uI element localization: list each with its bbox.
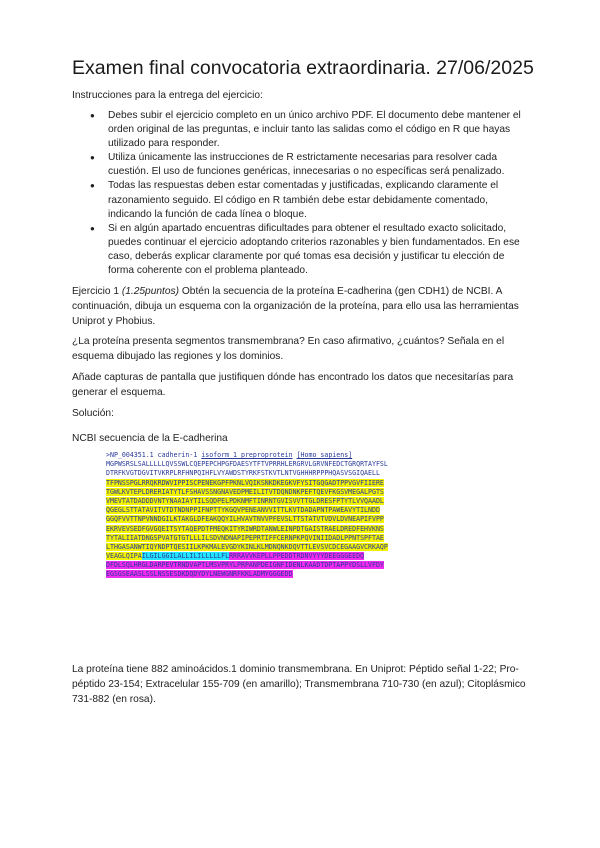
list-item: ● Si en algún apartado encuentras dificultades para obtener el resultado exacto solicitado, puedes continuar el ejercicio adoptando criterios razonables y bien fundamentados. En ese caso, deberás explicar claramente por qué tomas esa decisión y justificar tu elección de forma coherente con el problema planteado.: [90, 222, 530, 278]
instructions-list: [90, 109, 530, 278]
ncbi-label: NCBI secuencia de la E-cadherina: [72, 433, 228, 444]
extracellular-segment: VMEVTATDADDDVNTYNAAIAYTILSQDPELPDKNMFTINRNTGVISVVTTGLDRESFPTYTLVVQAADL: [106, 496, 384, 505]
extracellular-segment: LTHGASANWTIQYNDPTQESIILKPKMALEVGDYKINLKLMDNQNKDQVTTLEVSVCDCEGAAGVCRKAQP: [106, 542, 388, 551]
fasta-header-link: isoform 1 preproprotein: [201, 451, 293, 459]
sequence-line: [106, 488, 466, 497]
result-paragraph: La proteína tiene 882 aminoácidos.1 dominio transmembrana. En Uniprot: Péptido señal 1-22; Pro-péptido 23-154; Extracelular 155-709 (en amarillo); Transmembrana 710-730 (en azul); Citoplásmico 731-882 (en rosa).: [72, 664, 526, 705]
question-transmembrane: ¿La proteína presenta segmentos transmembrana? En caso afirmativo, ¿cuántos? Señala en el esquema dibujado las regiones y los dominios.: [72, 336, 505, 362]
extracellular-segment: TGWLKVTEPLDRERIATYTLFSHAVSSNGNAVEDPMEILITVTDQNDNKPEFTQEVFKGSVMEGALPGTS: [106, 487, 384, 496]
extracellular-segment: QGEGLSTTATAVITVTDTNDNPPIFNPTTYKGQVPENEANVVITTLKVTDADAPNTPAWEAVYTILNDD: [106, 506, 380, 515]
sequence-line: [106, 561, 466, 570]
cytoplasmic-segment: EGSGSEAASLSSLNSSESDKDQDYDYLNEWGNRFKKLADMYGGGEDD: [106, 570, 293, 579]
sequence-line: [106, 460, 466, 469]
sequence-line: [106, 543, 466, 552]
exercise-label: Ejercicio 1: [72, 286, 122, 297]
solution-label: Solución:: [72, 408, 114, 419]
transmembrane-segment: ILGILGGILALLILILLLLLFL: [141, 552, 230, 561]
sequence-line: [106, 497, 466, 506]
question-screenshots: Añade capturas de pantalla que justifiquen dónde has encontrado los datos que necesitarías para generar el esquema.: [72, 372, 514, 398]
sequence-line: [106, 552, 466, 561]
extracellular-segment: TFPNSSPGLRRQKRDWVIPPISCPENEKGPFPKNLVQIKSNKDKEGKVFYSITGQGADTPPVGVFIIERE: [106, 478, 384, 487]
extracellular-segment: EKRVEVSEDFGVGQEITSYTAQEPDTFMEQKITYRIWRDTANWLEINPDTGAISTRAELDREDFEHVKNS: [106, 524, 384, 533]
extracellular-segment: GGQFVVTTNPVNNDGILKTAKGLDFEAKQQYILHVAVTNVVPFEVSLTTSTATVTVDVLDVNEAPIFVPP: [106, 515, 384, 524]
exercise-text: Obtén la secuencia de la proteína E-cadherina (gen CDH1) de NCBI. A continuación, dibuja un esquema con la organización de la proteína, para ello usa las herramientas Uniprot y Phobius.: [72, 286, 519, 327]
list-item: ● Todas las respuestas deben estar comentadas y justificadas, explicando claramente el razonamiento seguido. El código en R también debe estar debidamente comentado, indicando la función de cada línea o bloque.: [90, 179, 530, 221]
fasta-header: >NP_004351.1 cadherin-1 isoform 1 preproprotein [Homo sapiens]: [106, 451, 353, 459]
sequence-segment: DTRFKVGTDGVITVKRPLRFHNPQIHFLVYAWDSTYRKFSTKVTLNTVGHHHRPPPHQASVSGIQAELL: [106, 469, 380, 478]
extracellular-segment: TYTALIIATDNGSPVATGTGTLLLILSDVNDNAPIPEPRTIFFCERNPKPQVINIIDADLPPNTSPFTAE: [106, 533, 384, 542]
list-item: ● Debes subir el ejercicio completo en un único archivo PDF. El documento debe mantener el orden original de las preguntas, e incluir tanto las salidas como el código en R que hayas utilizado para responder.: [90, 109, 530, 151]
sequence-line: [106, 479, 466, 488]
fasta-organism-link: [Homo sapiens]: [296, 451, 353, 459]
fasta-sequence-lines: [106, 460, 466, 579]
fasta-sequence-screenshot: [106, 451, 466, 580]
sequence-line: [106, 469, 466, 478]
extracellular-segment: VEAGLQIPA: [106, 552, 142, 561]
page-title: Examen final convocatoria extraordinaria. 27/06/2025: [72, 57, 534, 79]
sequence-line: [106, 534, 466, 543]
sequence-line: [106, 525, 466, 534]
exercise-statement: [72, 285, 534, 329]
sequence-line: [106, 570, 466, 579]
sequence-line: [106, 506, 466, 515]
instructions-heading: Instrucciones para la entrega del ejercicio:: [72, 90, 263, 101]
sequence-segment: MGPWSRSLSALLLLLQVSSWLCQEPEPCHPGFDAESYTFTVPRRHLERGRVLGRVNFEDCTGRQRTAYFSL: [106, 460, 388, 469]
exercise-points: (1.25puntos): [121, 286, 180, 297]
cytoplasmic-segment: DFDLSQLHRGLDARPEVTRNDVAPTLMSVPRYLPRPANPDEIGNFIDENLKAADTDPTAPPYDSLLVFDY: [106, 561, 384, 570]
cytoplasmic-segment: RRRAVVKEPLLPPEDDTRDNVYYYDEEGGGEEDQ: [229, 552, 365, 561]
sequence-line: [106, 515, 466, 524]
list-item: ● Utiliza únicamente las instrucciones de R estrictamente necesarias para resolver cada cuestión. El uso de funciones genéricas, innecesarias o no específicas será penalizado.: [90, 151, 530, 179]
